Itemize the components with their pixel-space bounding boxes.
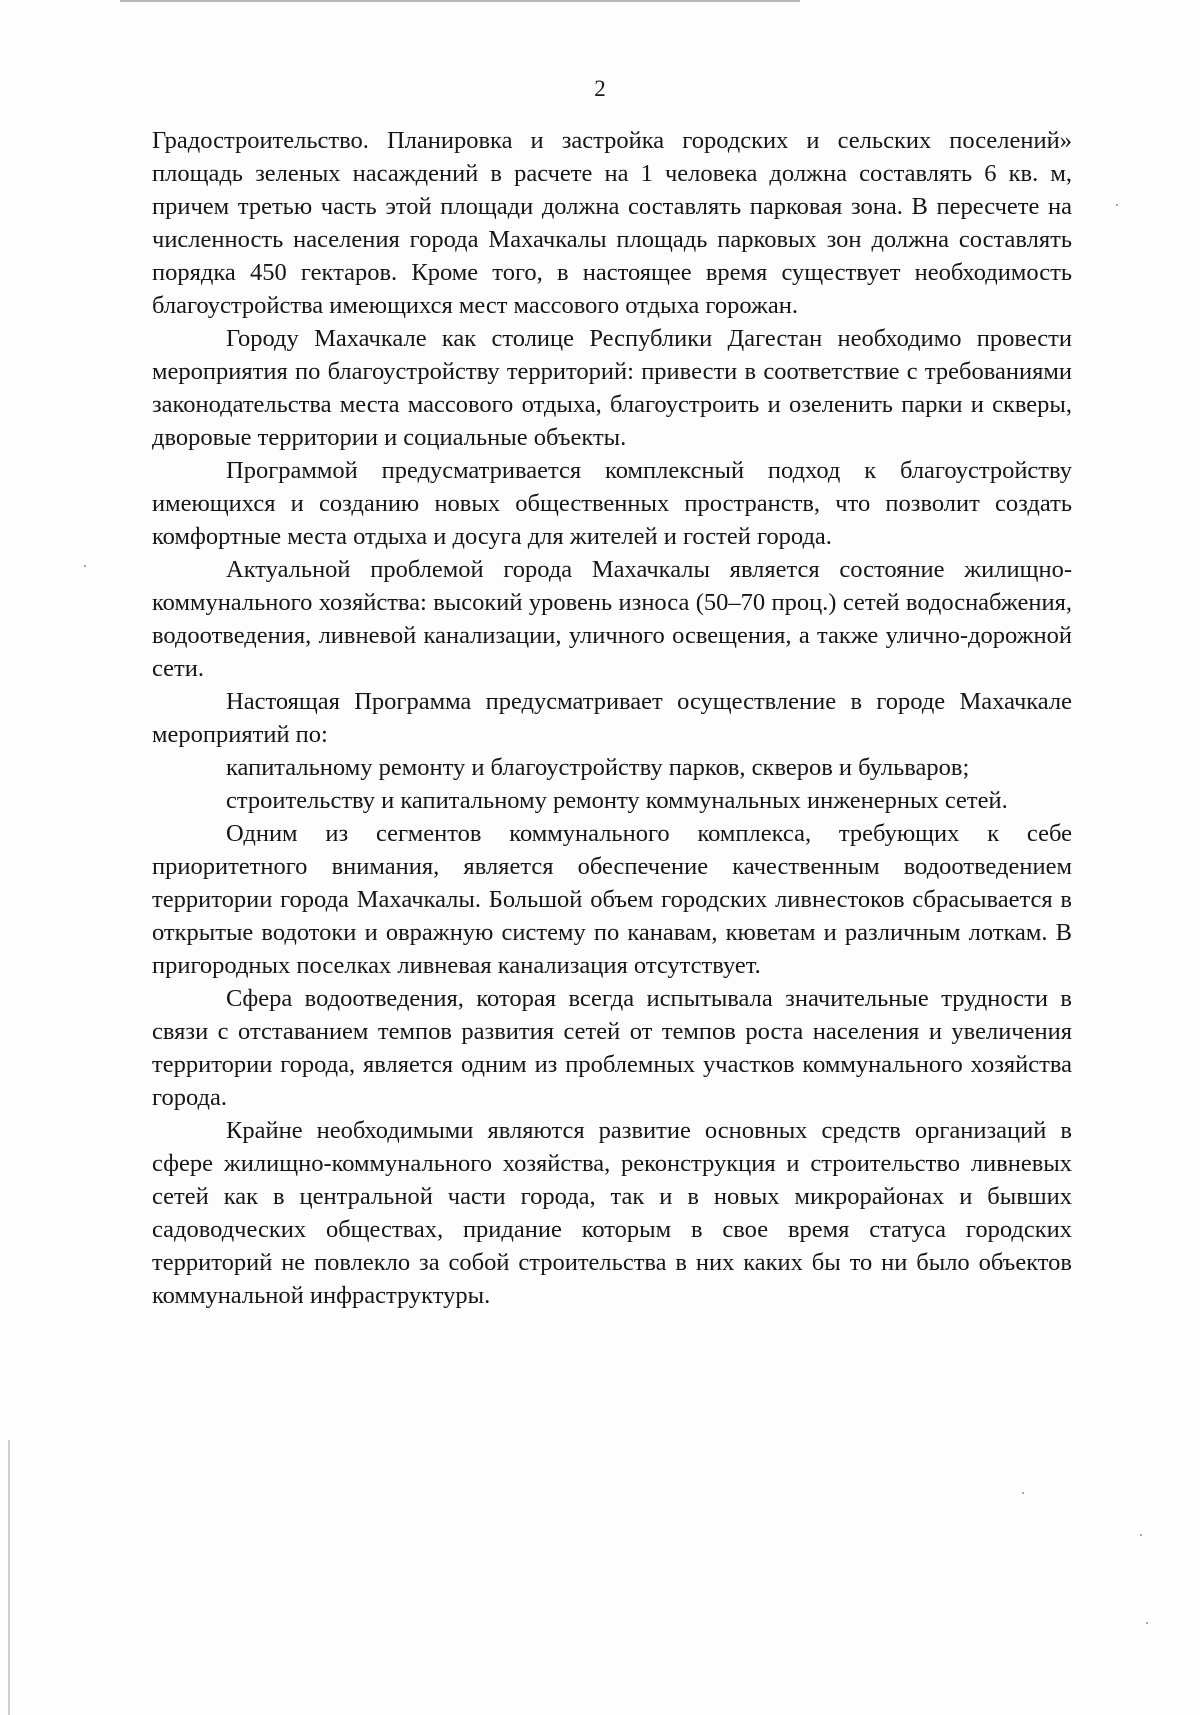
scan-speck: [1022, 1492, 1024, 1494]
list-item-networks: строительству и капитальному ремонту коммунальных инженерных сетей.: [226, 787, 1008, 814]
scan-edge-left: [8, 1440, 10, 1715]
scan-speck: [84, 565, 86, 567]
list-item-parks: капитальному ремонту и благоустройству парков, скверов и бульваров;: [226, 754, 970, 781]
scan-edge-top: [120, 0, 800, 2]
scan-speck: [1146, 1622, 1148, 1624]
paragraph-8: Одним из сегментов коммунального комплекса, требующих к себе приоритетного внимания, является обеспечение качественным водоотведением территории города Махачкалы. Большой объем городских ливнестоков сбрасывается в открытые водотоки и овражную систему по канавам, кюветам и различным лоткам. В пригородных поселках ливневая канализация отсутствует.: [152, 820, 1072, 979]
page-number: 2: [594, 76, 606, 101]
paragraph-5: Настоящая Программа предусматривает осуществление в городе Махачкале мероприятий по:: [152, 688, 1072, 748]
document-body: [152, 124, 1072, 1312]
paragraph-10: Крайне необходимыми являются развитие основных средств организаций в сфере жилищно-коммунального хозяйства, реконструкция и строительство ливневых сетей как в центральной части города, так и в новых микрорайонах и бывших садоводческих обществах, придание которым в свое время статуса городских территорий не повлекло за собой строительства в них каких бы то ни было объектов коммунальной инфраструктуры.: [152, 1117, 1072, 1309]
paragraph-2: Городу Махачкале как столице Республики Дагестан необходимо провести мероприятия по благоустройству территорий: привести в соответствие с требованиями законодательства места массового отдыха, благоустроить и озеленить парки и скверы, дворовые территории и социальные объекты.: [152, 325, 1072, 451]
scan-speck: [1140, 1534, 1142, 1536]
paragraph-9: Сфера водоотведения, которая всегда испытывала значительные трудности в связи с отставанием темпов развития сетей от темпов роста населения и увеличения территории города, является одним из проблемных участков коммунального хозяйства города.: [152, 985, 1072, 1111]
scan-speck: [1116, 204, 1118, 206]
paragraph-4: Актуальной проблемой города Махачкалы является состояние жилищно-коммунального хозяйства: высокий уровень износа (50–70 проц.) сетей водоснабжения, водоотведения, ливневой канализации, уличного освещения, а также улично-дорожной сети.: [152, 556, 1072, 682]
paragraph-3: Программой предусматривается комплексный подход к благоустройству имеющихся и созданию новых общественных пространств, что позволит создать комфортные места отдыха и досуга для жителей и гостей города.: [152, 457, 1072, 550]
paragraph-1: Градостроительство. Планировка и застройка городских и сельских поселений» площадь зеленых насаждений в расчете на 1 человека должна составлять 6 кв. м, причем третью часть этой площади должна составлять парковая зона. В пересчете на численность населения города Махачкалы площадь парковых зон должна составлять порядка 450 гектаров. Кроме того, в настоящее время существует необходимость благоустройства имеющихся мест массового отдыха горожан.: [152, 127, 1072, 319]
